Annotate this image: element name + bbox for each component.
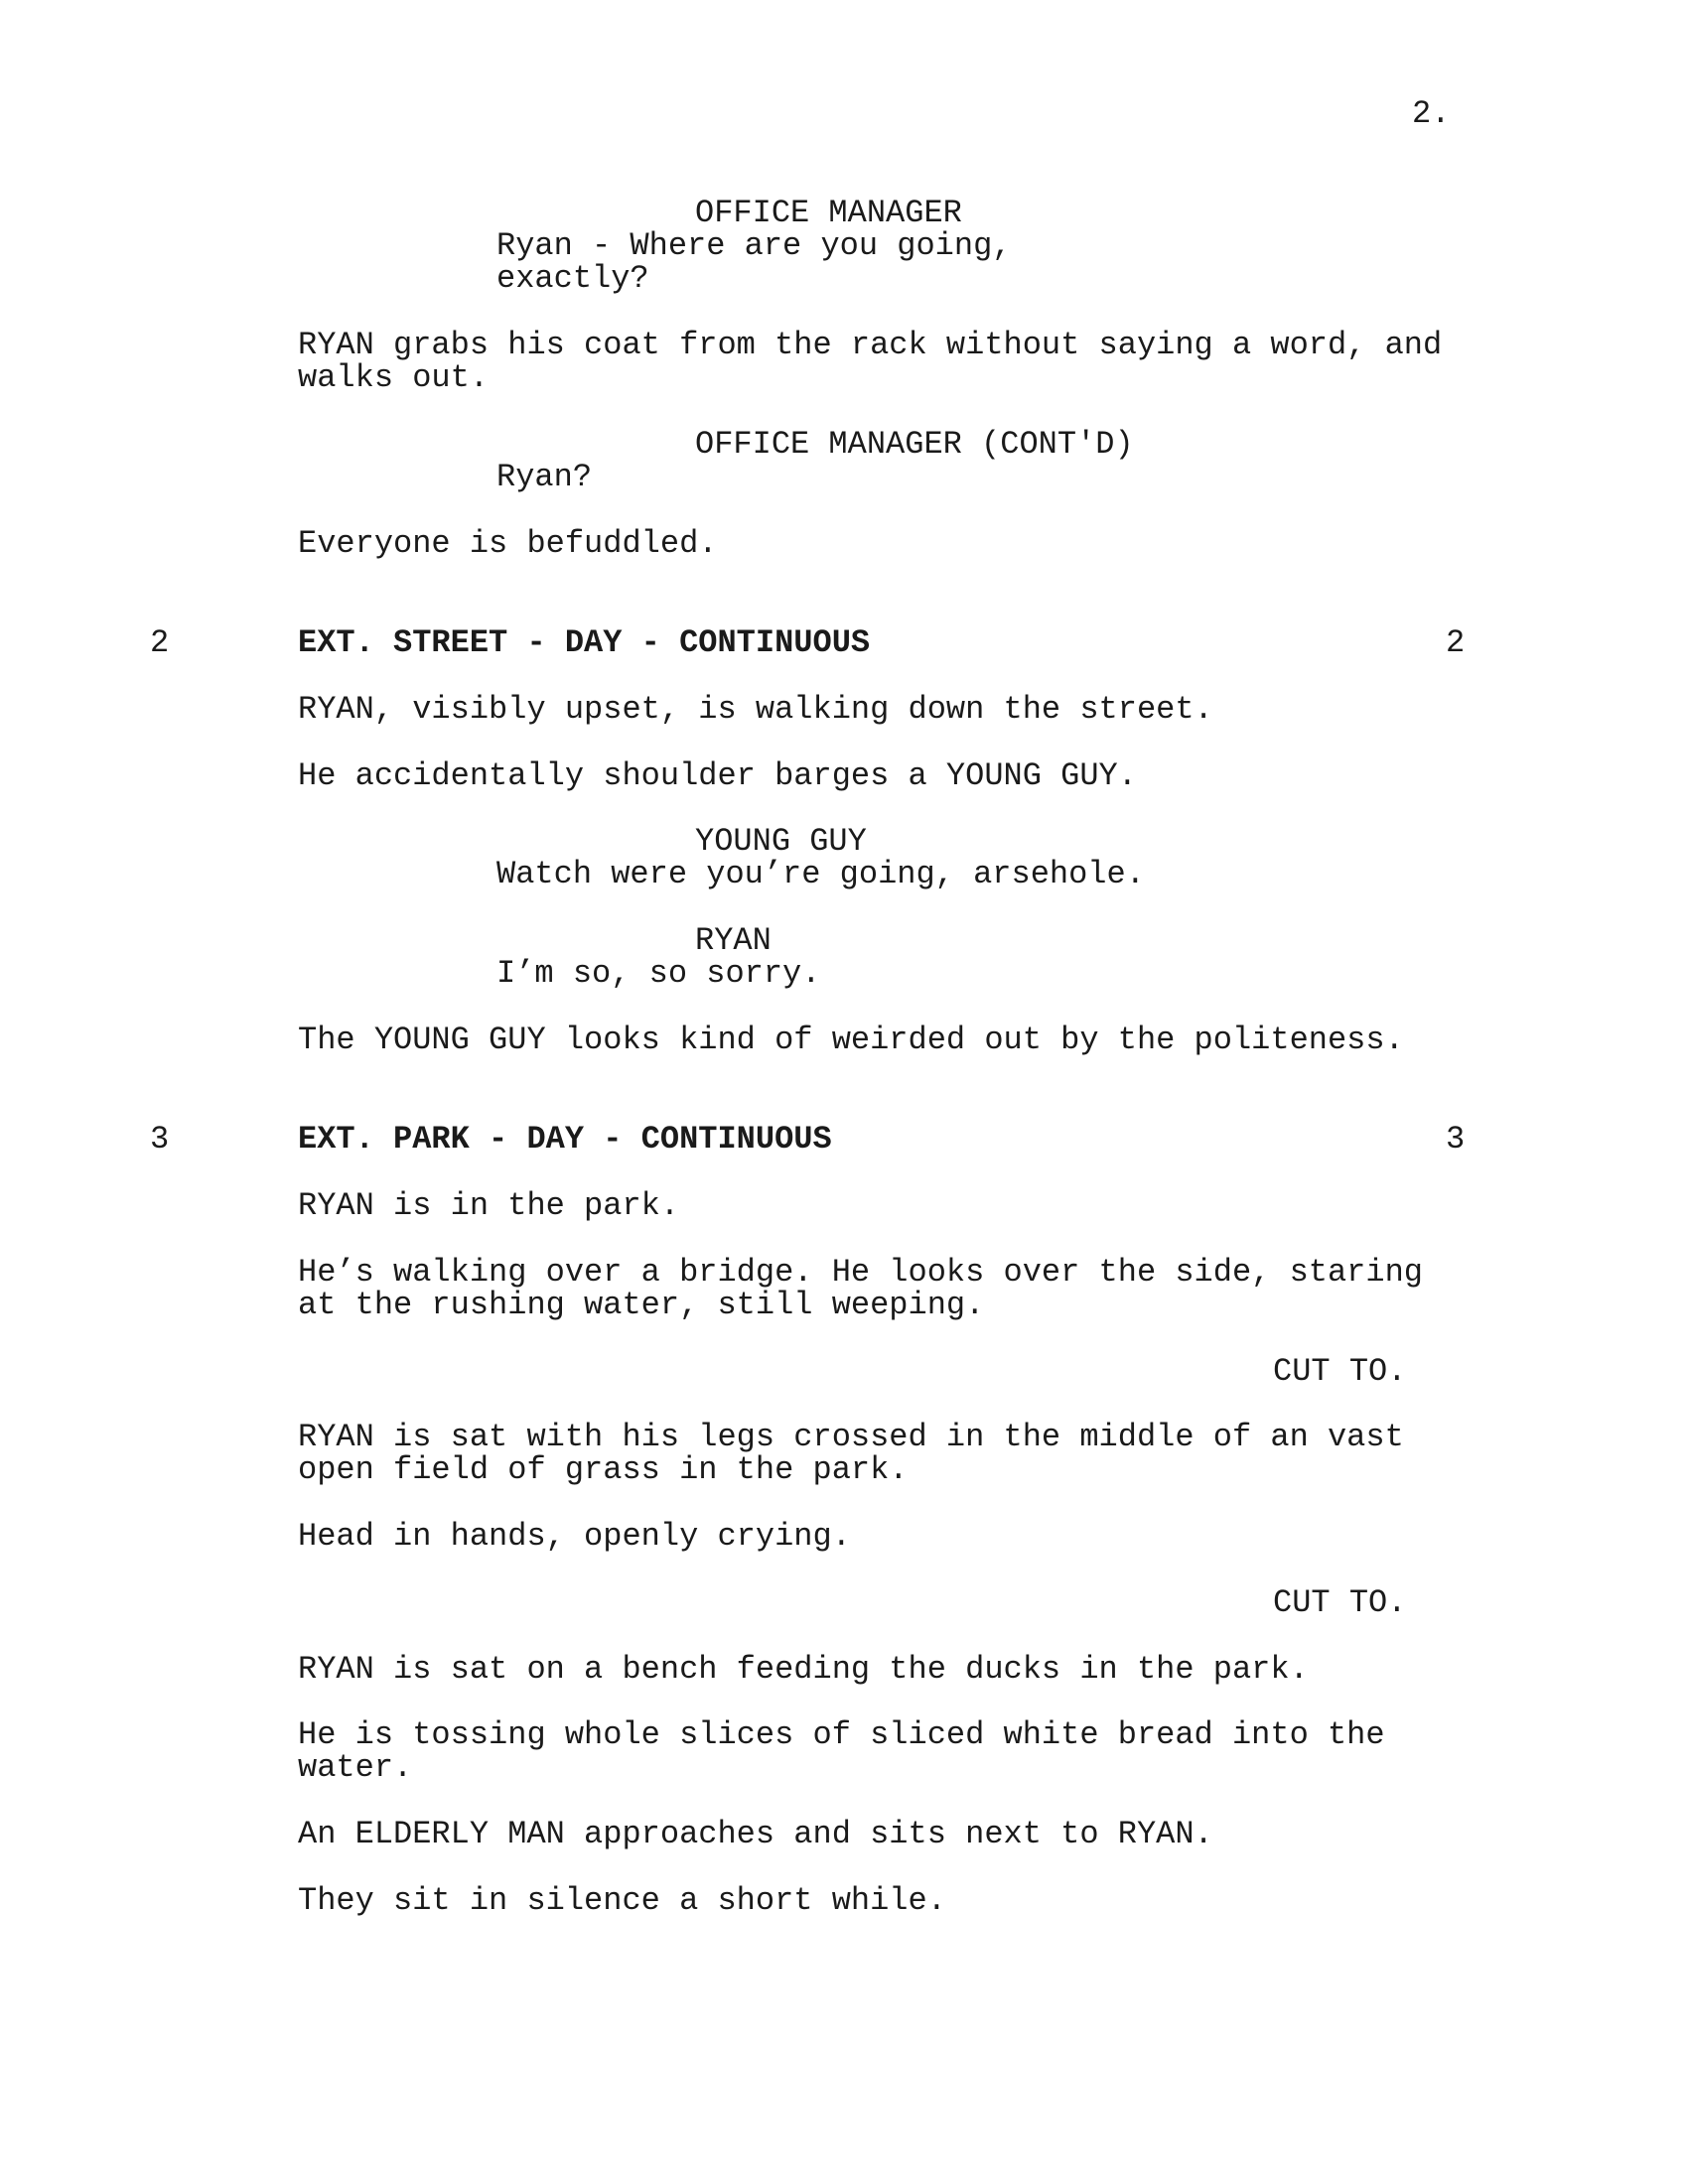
- action-line: open field of grass in the park.: [298, 1451, 909, 1488]
- action-line: He accidentally shoulder barges a YOUNG GUY.: [298, 757, 1137, 794]
- dialogue-line: I’m so, so sorry.: [496, 955, 821, 992]
- action-line: at the rushing water, still weeping.: [298, 1287, 985, 1323]
- character-cue: YOUNG GUY: [695, 823, 867, 860]
- action-line: The YOUNG GUY looks kind of weirded out by the politeness.: [298, 1022, 1404, 1058]
- action-line: An ELDERLY MAN approaches and sits next to RYAN.: [298, 1816, 1213, 1852]
- action-line: Everyone is befuddled.: [298, 525, 718, 562]
- transition: CUT TO.: [1273, 1584, 1407, 1621]
- scene-heading: EXT. PARK - DAY - CONTINUOUS: [298, 1121, 832, 1158]
- action-line: water.: [298, 1749, 413, 1786]
- page-number: 2.: [1412, 95, 1451, 132]
- scene-number-left: 2: [150, 624, 170, 661]
- dialogue-line: Watch were you’re going, arsehole.: [496, 856, 1145, 892]
- action-line: They sit in silence a short while.: [298, 1882, 946, 1919]
- character-cue: RYAN: [695, 922, 772, 959]
- action-line: He’s walking over a bridge. He looks over the side, staring: [298, 1254, 1423, 1291]
- action-line: RYAN is sat on a bench feeding the ducks in the park.: [298, 1651, 1309, 1688]
- transition: CUT TO.: [1273, 1353, 1407, 1390]
- action-line: RYAN is sat with his legs crossed in the middle of an vast: [298, 1419, 1404, 1455]
- scene-heading: EXT. STREET - DAY - CONTINUOUS: [298, 624, 871, 661]
- action-line: RYAN, visibly upset, is walking down the street.: [298, 691, 1213, 728]
- character-cue: OFFICE MANAGER: [695, 195, 962, 231]
- action-line: Head in hands, openly crying.: [298, 1518, 851, 1555]
- action-line: RYAN grabs his coat from the rack without saying a word, and: [298, 327, 1443, 363]
- scene-number-right: 2: [1446, 624, 1466, 661]
- dialogue-line: Ryan?: [496, 459, 593, 495]
- action-line: RYAN is in the park.: [298, 1187, 680, 1224]
- scene-number-right: 3: [1446, 1121, 1466, 1158]
- action-line: He is tossing whole slices of sliced white bread into the: [298, 1716, 1385, 1753]
- character-cue: OFFICE MANAGER (CONT'D): [695, 426, 1134, 463]
- action-line: walks out.: [298, 359, 490, 396]
- dialogue-line: exactly?: [496, 260, 649, 297]
- scene-number-left: 3: [150, 1121, 170, 1158]
- dialogue-line: Ryan - Where are you going,: [496, 227, 1012, 264]
